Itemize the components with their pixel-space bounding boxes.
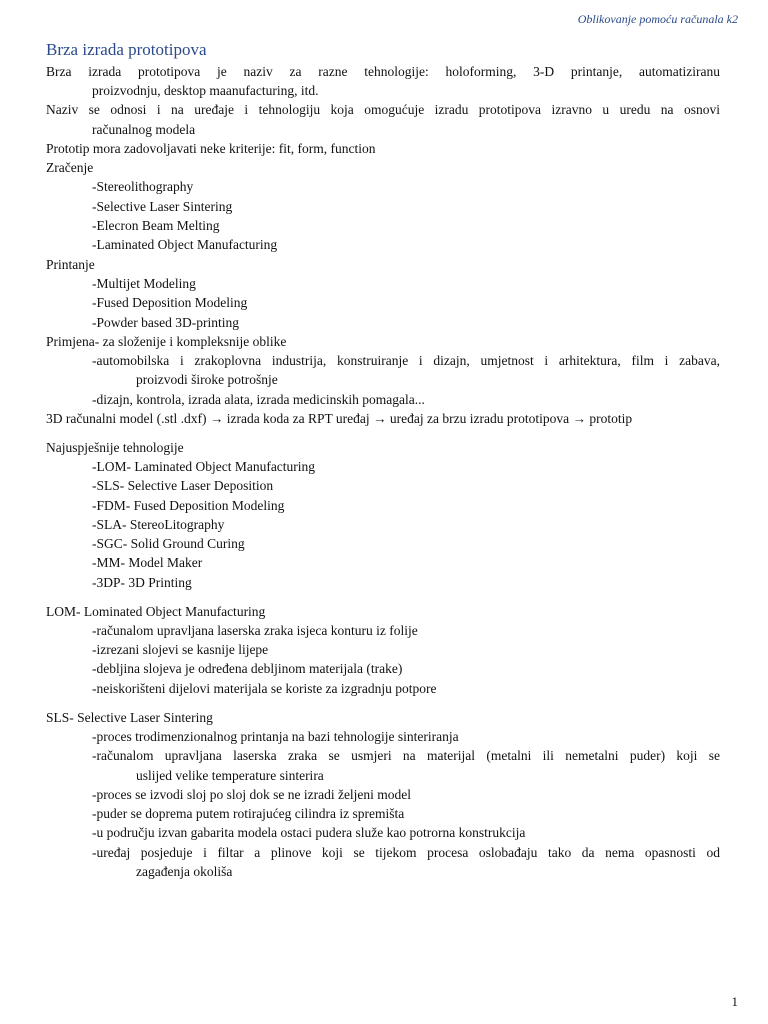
intro-line: Naziv se odnosi i na uređaje i tehnologiju koja omogućuje izradu prototipova izravno u uredu na osnovi — [46, 102, 720, 117]
list-item: -SLA- StereoLitography — [92, 517, 225, 532]
page-number: 1 — [731, 994, 738, 1009]
intro-line: Prototip mora zadovoljavati neke kriterije: fit, form, function — [46, 141, 376, 156]
list-item: proizvodi široke potrošnje — [136, 372, 278, 387]
list-item: -MM- Model Maker — [92, 555, 203, 570]
list-item: -uređaj posjeduje i filtar a plinove koji se tijekom procesa oslobađaju tako da nema opasnosti od — [92, 845, 720, 860]
list-item: -debljina slojeva je određena debljinom materijala (trake) — [92, 661, 403, 676]
list-item: -izrezani slojevi se kasnije lijepe — [92, 642, 269, 657]
list-item: -Multijet Modeling — [92, 276, 196, 291]
list-item: -Selective Laser Sintering — [92, 199, 233, 214]
list-item: -računalom upravljana laserska zraka se usmjeri na materijal (metalni ili nemetalni puder) koji se — [92, 748, 720, 763]
list-item: -LOM- Laminated Object Manufacturing — [92, 459, 316, 474]
list-item: -Powder based 3D-printing — [92, 315, 239, 330]
header-title: Oblikovanje pomoću računala k2 — [577, 12, 738, 26]
list-item: -u području izvan gabarita modela ostaci pudera služe kao potrorna konstrukcija — [92, 825, 526, 840]
heading-printanje: Printanje — [46, 257, 95, 272]
list-item: -3DP- 3D Printing — [92, 575, 192, 590]
heading-zracenje: Zračenje — [46, 160, 94, 175]
list-item: -SLS- Selective Laser Deposition — [92, 478, 274, 493]
list-item: -automobilska i zrakoplovna industrija, konstruiranje i dizajn, umjetnost i arhitektura, film i zabava, — [92, 353, 720, 368]
list-item: -puder se doprema putem rotirajućeg cilindra iz spremišta — [92, 806, 405, 821]
list-item: -proces trodimenzionalnog printanja na bazi tehnologije sinteriranja — [92, 729, 459, 744]
heading-lom: LOM- Lominated Object Manufacturing — [46, 604, 266, 619]
list-item: -računalom upravljana laserska zraka isjeca konturu iz folije — [92, 623, 418, 638]
section-title: Brza izrada prototipova — [46, 40, 207, 59]
list-item: -Laminated Object Manufacturing — [92, 237, 278, 252]
list-item: -Fused Deposition Modeling — [92, 295, 248, 310]
intro-line: računalnog modela — [92, 122, 196, 137]
intro-line: proizvodnju, desktop maanufacturing, itd. — [92, 83, 319, 98]
intro-line: Brza izrada prototipova je naziv za razne tehnologije: holoforming, 3-D printanje, automatiziranu — [46, 64, 720, 79]
list-item: -neiskorišteni dijelovi materijala se koriste za izgradnju potpore — [92, 681, 437, 696]
list-item: uslijed velike temperature sinterira — [136, 768, 324, 783]
heading-primjena: Primjena- za složenije i kompleksnije oblike — [46, 334, 287, 349]
list-item: -dizajn, kontrola, izrada alata, izrada medicinskih pomagala... — [92, 392, 425, 407]
list-item: -FDM- Fused Deposition Modeling — [92, 498, 285, 513]
list-item: -Elecron Beam Melting — [92, 218, 220, 233]
list-item: zagađenja okoliša — [136, 864, 233, 879]
list-item: -SGC- Solid Ground Curing — [92, 536, 245, 551]
list-item: -proces se izvodi sloj po sloj dok se ne izradi željeni model — [92, 787, 412, 802]
process-flow: 3D računalni model (.stl .dxf) → izrada koda za RPT uređaj → uređaj za brzu izradu prototipova → prototip — [46, 411, 633, 426]
heading-najuspjesnije: Najuspješnije tehnologije — [46, 440, 184, 455]
heading-sls: SLS- Selective Laser Sintering — [46, 710, 213, 725]
list-item: -Stereolithography — [92, 179, 194, 194]
